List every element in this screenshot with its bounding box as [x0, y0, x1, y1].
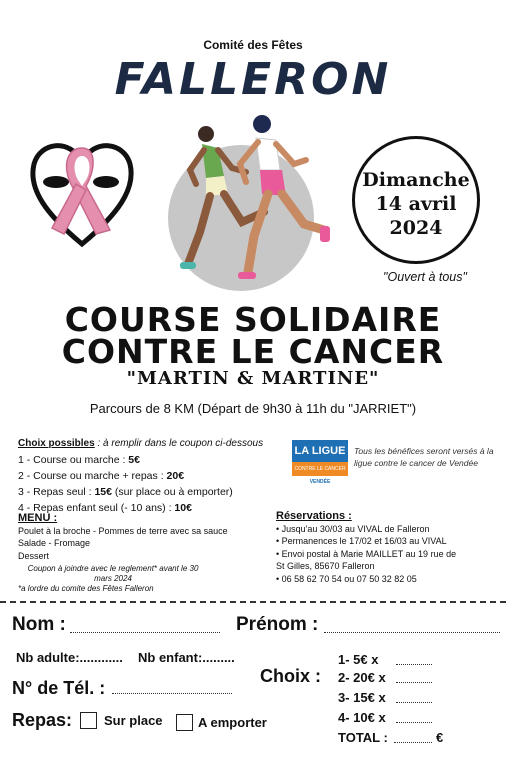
menu-line: Poulet à la broche - Pommes de terre avec sa sauce — [18, 525, 228, 536]
nb-enfant-field[interactable]: Nb enfant:......... — [138, 650, 235, 665]
choices-header-rest: : à remplir dans le coupon ci-dessous — [94, 438, 264, 449]
reservation-line: • Permanences le 17/02 et 16/03 au VIVAL — [276, 536, 447, 546]
choices-section — [18, 436, 288, 516]
reservations-section — [276, 510, 501, 585]
menu-line: Salade - Fromage — [18, 538, 91, 548]
nom-label: Nom : — [12, 614, 66, 635]
option-4-qty[interactable] — [396, 722, 432, 723]
total-field[interactable] — [394, 742, 432, 743]
event-subtitle: "MARTIN & MARTINE" — [126, 368, 380, 389]
choice-item: 2 - Course ou marche + repas : 20€ — [18, 470, 185, 482]
option-3: 3- 15€ x — [338, 690, 386, 705]
town-title: FALLERON — [114, 54, 392, 105]
event-title-line1: COURSE SOLIDAIRE — [64, 300, 442, 339]
a-emporter-checkbox[interactable] — [176, 714, 193, 731]
reservation-line: • 06 58 62 70 54 ou 07 50 32 82 05 — [276, 573, 417, 584]
total-label: TOTAL : — [338, 730, 388, 745]
date-day-month: 14 avril — [375, 193, 457, 215]
ligue-logo-sub: CONTRE LE CANCER — [292, 462, 348, 476]
menu-footnote: *a lordre du comite des Fêtes Falleron — [18, 584, 154, 593]
option-2: 2- 20€ x — [338, 670, 386, 685]
menu-header: MENU : — [18, 512, 58, 524]
date-badge — [352, 136, 480, 264]
coupon-divider — [0, 601, 506, 603]
choices-header — [18, 436, 288, 452]
reservation-line: St Gilles, 85670 Falleron — [276, 561, 375, 571]
reservation-line: • Envoi postal à Marie MAILLET au 19 rue de — [276, 548, 457, 559]
date-year: 2024 — [389, 217, 443, 239]
repas-label: Repas: — [12, 710, 73, 730]
choix-label: Choix : — [260, 666, 321, 686]
total-currency: € — [436, 730, 444, 745]
tel-label: N° de Tél. : — [12, 678, 106, 698]
organizer-label: Comité des Fêtes — [203, 38, 303, 52]
choices-header-bold: Choix possibles — [18, 438, 95, 449]
option-4: 4- 10€ x — [338, 710, 386, 725]
menu-section — [18, 512, 258, 594]
nb-adulte-field[interactable]: Nb adulte:............ — [16, 650, 123, 665]
ligue-logo — [292, 440, 348, 492]
reservations-header: Réservations : — [276, 510, 352, 522]
option-2-qty[interactable] — [396, 682, 432, 683]
menu-line: Dessert — [18, 550, 50, 561]
option-1-qty[interactable] — [396, 664, 432, 665]
option-1: 1- 5€ x — [338, 652, 379, 667]
prenom-label: Prénom : — [236, 614, 319, 635]
menu-note: Coupon à joindre avec le reglement* avant le 30 mars 2024 — [27, 564, 199, 583]
heart-ribbon-icon — [26, 134, 138, 274]
date-day: Dimanche — [362, 169, 470, 191]
prenom-field[interactable] — [324, 632, 500, 633]
choice-item: 4 - Repas enfant seul (- 10 ans) : 10€ — [18, 502, 192, 514]
ligue-logo-main: LA LIGUE — [292, 440, 348, 462]
tel-field[interactable] — [112, 693, 232, 694]
runners-illustration — [176, 112, 336, 292]
open-to-all-label: "Ouvert à tous" — [383, 270, 467, 284]
sur-place-label: Sur place — [104, 713, 163, 728]
sur-place-checkbox[interactable] — [80, 712, 97, 729]
choice-item: 1 - Course ou marche : 5€ — [18, 454, 140, 466]
option-3-qty[interactable] — [396, 702, 432, 703]
reservation-line: • Jusqu'au 30/03 au VIVAL de Falleron — [276, 523, 430, 534]
ligue-logo-region: VENDÉE — [309, 479, 331, 485]
route-info: Parcours de 8 KM (Départ de 9h30 à 11h du "JARRIET") — [89, 401, 417, 416]
choice-item: 3 - Repas seul : 15€ (sur place ou à emporter) — [18, 486, 233, 498]
ligue-donation-text: Tous les bénéfices seront versés à la ligue contre le cancer de Vendée — [354, 446, 494, 468]
a-emporter-label: A emporter — [198, 715, 267, 730]
nom-field[interactable] — [70, 632, 220, 633]
event-title-line2: CONTRE LE CANCER — [61, 332, 445, 371]
